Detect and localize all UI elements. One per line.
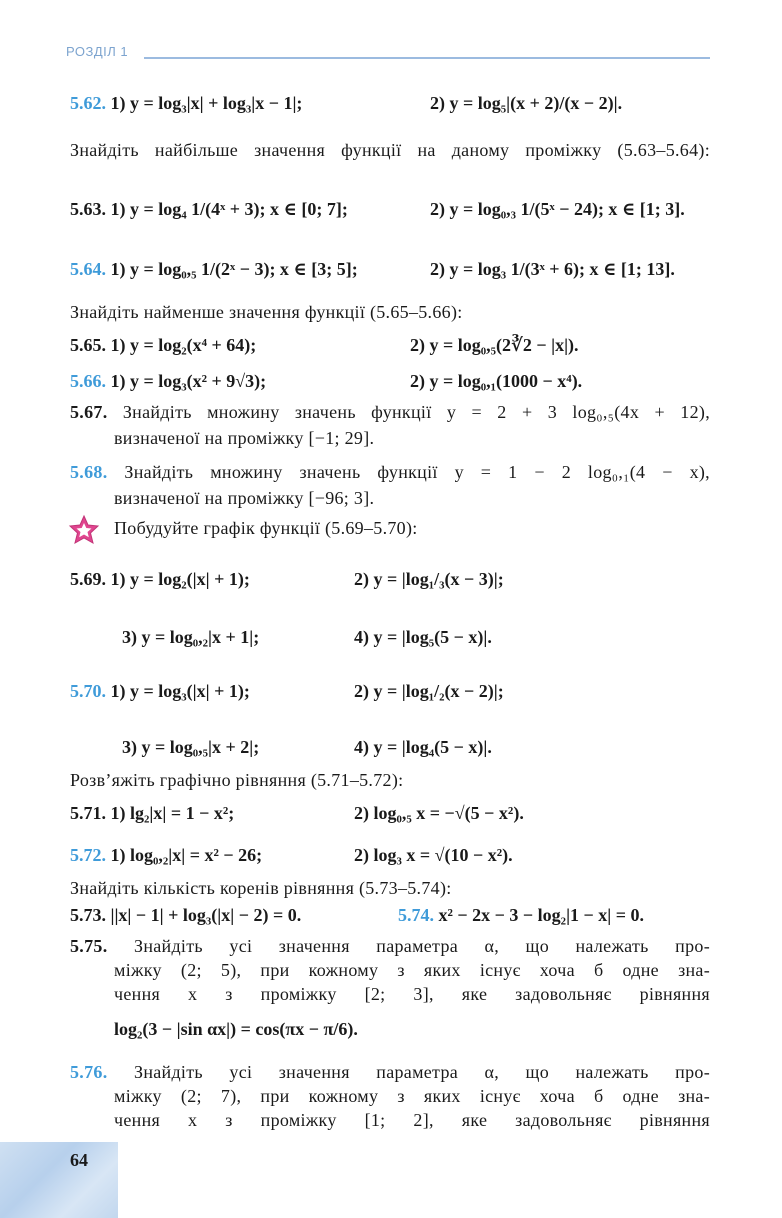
problem-part-2: 2) log₃ x = √(10 − x²). <box>354 845 513 865</box>
problem-part-1: 1) y = log₃|x| + log₃|x − 1|; <box>110 93 303 113</box>
star-badge-icon <box>68 514 100 546</box>
instruction-5-63-64: Знайдіть найбільше значення функції на даному проміжку (5.63–5.64): <box>70 140 710 160</box>
problem-5-65 <box>70 334 710 356</box>
problem-5-64 <box>70 258 710 280</box>
instruction-5-65-66: Знайдіть найменше значення функції (5.65–5.66): <box>70 302 463 322</box>
problem-number: 5.64. <box>70 259 106 279</box>
problem-part-2: 2) y = |log₁/₂(x − 2)|; <box>354 681 504 701</box>
problem-part-2: 2) y = log₃ 1/(3ˣ + 6); x ∈ [1; 13]. <box>430 259 675 279</box>
problem-part-1: 1) y = log₀,₅ 1/(2ˣ − 3); x ∈ [3; 5]; <box>110 259 358 279</box>
problem-5-70 <box>70 680 710 702</box>
problem-5-62 <box>70 92 710 114</box>
problem-number: 5.75. <box>70 936 108 956</box>
section-label: РОЗДІЛ 1 <box>66 44 129 59</box>
problem-number: 5.62. <box>70 93 106 113</box>
problem-part-1: 1) y = log₄ 1/(4ˣ + 3); x ∈ [0; 7]; <box>110 199 348 219</box>
problem-part-4: 4) y = |log₄(5 − x)|. <box>354 737 492 757</box>
problem-part-1: 1) y = log₂(x⁴ + 64); <box>110 335 257 355</box>
instruction-5-69-70: Побудуйте графік функції (5.69–5.70): <box>114 518 418 538</box>
problem-5-73-expression: ||x| − 1| + log₃(|x| − 2) = 0. <box>110 905 302 925</box>
problem-5-66 <box>70 370 710 392</box>
instruction-5-71-72: Розв’яжіть графічно рівняння (5.71–5.72): <box>70 770 404 790</box>
problem-text-line-3: чення x з проміжку [2; 3], яке задовольняє рівняння <box>114 984 710 1004</box>
problem-part-1: 1) log₀,₂|x| = x² − 26; <box>110 845 263 865</box>
problem-part-2: 2) log₀,₅ x = −√(5 − x²). <box>354 803 524 823</box>
problem-text-line-1: Знайдіть множину значень функції y = 1 − 2 log₀,₁(4 − x), <box>124 462 710 482</box>
problem-number: 5.74. <box>398 905 434 925</box>
problem-part-2: 2) y = log₀,₁(1000 − x⁴). <box>410 371 583 391</box>
problem-number: 5.72. <box>70 845 106 865</box>
problem-number: 5.71. <box>70 803 106 823</box>
problem-part-4: 4) y = |log₅(5 − x)|. <box>354 627 492 647</box>
problem-text-line-1: Знайдіть множину значень функції y = 2 + 3 log₀,₅(4x + 12), <box>122 402 710 422</box>
problem-5-75-formula <box>114 1018 754 1040</box>
problem-5-71 <box>70 802 710 824</box>
problem-part-2: 2) y = log₅|(x + 2)/(x − 2)|. <box>430 93 623 113</box>
problem-5-76 <box>70 1060 710 1084</box>
problem-5-68 <box>70 460 710 484</box>
problem-text-line-1: Знайдіть усі значення параметра α, що належать про- <box>134 936 710 956</box>
problem-part-1: 1) y = log₃(x² + 9√3); <box>110 371 267 391</box>
problem-number: 5.68. <box>70 462 108 482</box>
problem-number: 5.76. <box>70 1062 108 1082</box>
problem-part-2: 2) y = log₀,₃ 1/(5ˣ − 24); x ∈ [1; 3]. <box>430 199 685 219</box>
problem-text-line-2: визначеної на проміжку [−96; 3]. <box>114 488 375 508</box>
problem-5-63 <box>70 198 710 220</box>
page-header <box>66 44 710 64</box>
problem-number: 5.67. <box>70 402 108 422</box>
page-number: 64 <box>70 1150 88 1170</box>
problem-text-line-1: Знайдіть усі значення параметра α, що належать про- <box>134 1062 710 1082</box>
problem-text-line-2: міжку (2; 7), при кожному з яких існує хоча б одне зна- <box>114 1086 710 1106</box>
problem-5-75 <box>70 934 710 958</box>
problem-part-1: 1) lg₂|x| = 1 − x²; <box>110 803 235 823</box>
problem-part-1: 1) y = log₃(|x| + 1); <box>110 681 250 701</box>
formula: log₂(3 − |sin αx|) = cos(πx − π/6). <box>114 1019 358 1039</box>
problem-part-3: 3) y = log₀,₅|x + 2|; <box>122 737 260 757</box>
problem-5-74-expression: x² − 2x − 3 − log₂|1 − x| = 0. <box>438 905 645 925</box>
problem-part-3: 3) y = log₀,₂|x + 1|; <box>122 627 260 647</box>
problem-number: 5.70. <box>70 681 106 701</box>
problem-5-73-5-74 <box>70 904 710 926</box>
problem-number: 5.63. <box>70 199 106 219</box>
problem-part-2: 2) y = |log₁/₃(x − 3)|; <box>354 569 504 589</box>
problem-5-69 <box>70 568 710 590</box>
problem-5-74 <box>398 904 644 926</box>
problem-number: 5.69. <box>70 569 106 589</box>
problem-number: 5.65. <box>70 335 106 355</box>
problem-part-1: 1) y = log₂(|x| + 1); <box>110 569 250 589</box>
problem-number: 5.66. <box>70 371 106 391</box>
problem-5-67 <box>70 400 710 424</box>
problem-text-line-2: визначеної на проміжку [−1; 29]. <box>114 428 375 448</box>
problem-part-2: 2) y = log₀,₅(2∛2 − |x|). <box>410 335 579 355</box>
problem-text-line-2: міжку (2; 5), при кожному з яких існує хоча б одне зна- <box>114 960 710 980</box>
problem-number: 5.73. <box>70 905 106 925</box>
instruction-5-73-74: Знайдіть кількість коренів рівняння (5.73–5.74): <box>70 878 452 898</box>
problem-5-72 <box>70 844 710 866</box>
problem-text-line-3: чення x з проміжку [1; 2], яке задовольняє рівняння <box>114 1110 710 1130</box>
header-rule <box>144 57 710 59</box>
footer-decoration <box>0 1142 118 1218</box>
